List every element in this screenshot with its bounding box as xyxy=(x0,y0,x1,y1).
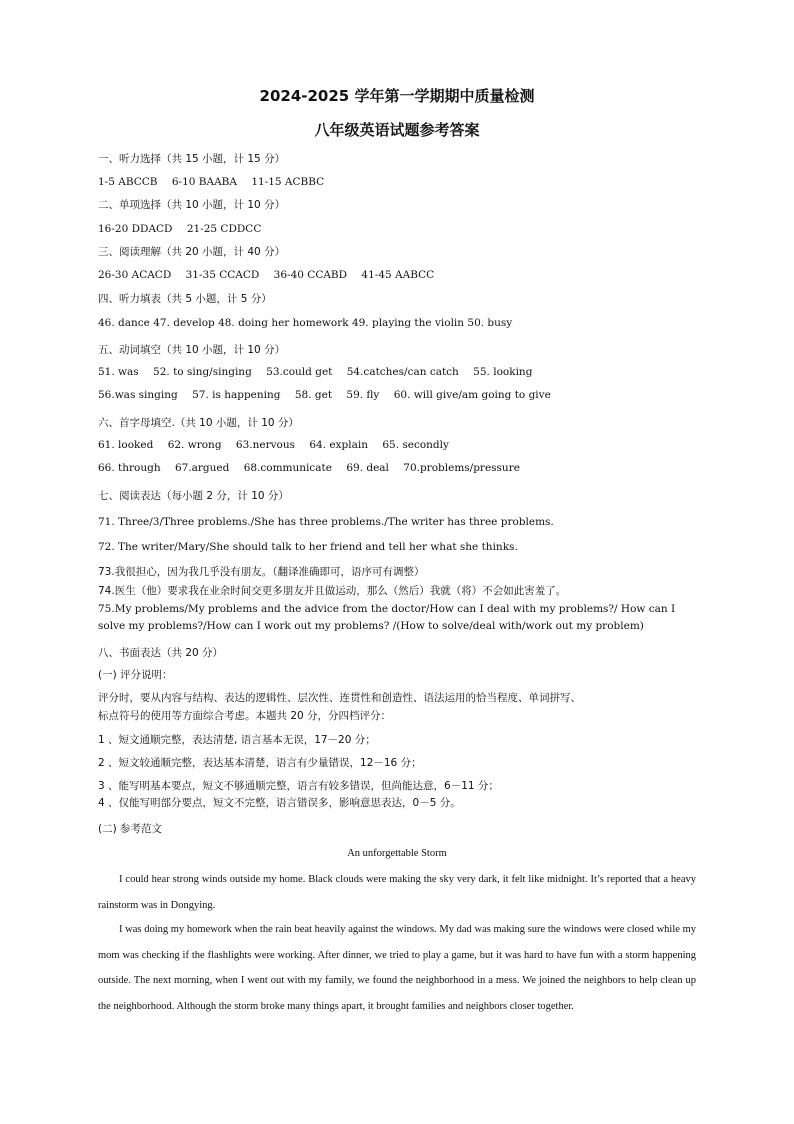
section-1-answers xyxy=(98,175,324,189)
scoring-description-line1: 评分时，要从内容与结构、表达的逻辑性、层次性、连贯性和创造性、语法运用的恰当程度、单词拼写、 xyxy=(98,692,581,704)
essay-paragraph-2-text: I was doing my homework when the rain beat heavily against the windows. My dad was making sure the windows were closed while my mom was checking if the flashlights were working. After dinner, we tried to play a game, but it was hard to have fun with a storm happening outside. The next morning, when I went out with my family, we found the neighborhood in a mess. We joined the neighbors to help clean up the neighborhood. Although the storm broke many things apart, it brought families and neighbors closer together. xyxy=(98,924,696,1012)
document-subtitle: 八年级英语试题参考答案 xyxy=(314,121,480,139)
sample-essay-heading: (二) 参考范文 xyxy=(98,823,163,835)
section-5-answers-row2 xyxy=(98,388,551,402)
answer-item: 57. is happening xyxy=(192,389,281,401)
section-5-heading: 五、动词填空（共 10 小题，计 10 分） xyxy=(98,344,286,356)
section-6-heading: 六、首字母填空.（共 10 小题，计 10 分） xyxy=(98,417,299,429)
answer-group: 31-35 CCACD xyxy=(185,269,260,281)
answer-item: 53.could get xyxy=(266,366,333,378)
scoring-description-line2: 标点符号的使用等方面综合考虑。本题共 20 分，分四档评分： xyxy=(98,710,392,722)
section-6-answers-row1 xyxy=(98,438,449,452)
grade-band-4: 4 、仅能写明部分要点，短文不完整，语言错误多，影响意思表达，0－5 分。 xyxy=(98,797,461,809)
answer-75-line1: 75.My problems/My problems and the advice from the doctor/How can I deal with my problems?/ How can I xyxy=(98,603,676,615)
section-7-heading: 七、阅读表达（每小题 2 分，计 10 分） xyxy=(98,490,289,502)
answer-item: 64. explain xyxy=(309,439,368,451)
answer-item: 61. looked xyxy=(98,439,154,451)
grade-band-1: 1 、短文通顺完整，表达清楚, 语言基本无误，17－20 分； xyxy=(98,734,376,746)
answer-group: 16-20 DDACD xyxy=(98,223,173,235)
section-1-heading: 一、听力选择（共 15 小题，计 15 分） xyxy=(98,153,286,165)
answer-item: 62. wrong xyxy=(167,439,222,451)
section-2-heading: 二、单项选择（共 10 小题，计 10 分） xyxy=(98,199,286,211)
answer-group: 11-15 ACBBC xyxy=(251,176,325,188)
answer-75-line2: solve my problems?/How can I work out my problems? /(How to solve/deal with/work out my problem) xyxy=(98,620,644,632)
answer-item: 60. will give/am going to give xyxy=(393,389,551,401)
section-8-heading: 八、书面表达（共 20 分） xyxy=(98,647,224,659)
section-6-answers-row2 xyxy=(98,461,520,475)
essay-paragraph-1-text: I could hear strong winds outside my home. Black clouds were making the sky very dark, it felt like midnight. It’s reported that a heavy rainstorm was in Dongying. xyxy=(98,874,696,911)
answer-item: 63.nervous xyxy=(235,439,295,451)
answer-item: 65. secondly xyxy=(382,439,449,451)
answer-group: 26-30 ACACD xyxy=(98,269,172,281)
answer-group: 1-5 ABCCB xyxy=(98,176,158,188)
section-5-answers-row1 xyxy=(98,365,532,379)
essay-paragraph-2 xyxy=(98,917,696,1019)
document-title: 2024-2025 学年第一学期期中质量检测 xyxy=(259,87,535,105)
answer-72: 72. The writer/Mary/She should talk to her friend and tell her what she thinks. xyxy=(98,541,518,553)
scoring-notes-heading: (一) 评分说明： xyxy=(98,669,173,681)
answer-item: 68.communicate xyxy=(243,462,332,474)
section-2-answers xyxy=(98,222,261,236)
essay-title: An unforgettable Storm xyxy=(347,848,447,859)
section-3-answers xyxy=(98,268,434,282)
section-4-answers: 46. dance 47. develop 48. doing her homework 49. playing the violin 50. busy xyxy=(98,317,513,329)
answer-item: 67.argued xyxy=(174,462,230,474)
answer-group: 21-25 CDDCC xyxy=(186,223,262,235)
grade-band-3: 3 、能写明基本要点，短文不够通顺完整，语言有较多错误，但尚能达意，6－11 分； xyxy=(98,780,499,792)
answer-71: 71. Three/3/Three problems./She has three problems./The writer has three problems. xyxy=(98,516,554,528)
section-4-heading: 四、听力填表（共 5 小题，计 5 分） xyxy=(98,293,272,305)
answer-item: 54.catches/can catch xyxy=(346,366,459,378)
answer-item: 51. was xyxy=(98,366,139,378)
answer-74: 74.医生（他）要求我在业余时间交更多朋友并且做运动，那么（然后）我就（将）不会如此害羞了。 xyxy=(98,585,567,597)
essay-paragraph-1 xyxy=(98,867,696,918)
answer-group: 36-40 CCABD xyxy=(273,269,348,281)
answer-item: 59. fly xyxy=(346,389,380,401)
answer-item: 55. looking xyxy=(473,366,533,378)
section-3-heading: 三、阅读理解（共 20 小题，计 40 分） xyxy=(98,246,286,258)
answer-item: 58. get xyxy=(294,389,333,401)
answer-item: 69. deal xyxy=(346,462,389,474)
answer-item: 66. through xyxy=(98,462,161,474)
answer-item: 52. to sing/singing xyxy=(153,366,252,378)
answer-item: 70.problems/pressure xyxy=(403,462,520,474)
answer-73: 73.我很担心，因为我几乎没有朋友。（翻译准确即可，语序可有调整） xyxy=(98,566,425,578)
answer-item: 56.was singing xyxy=(98,389,178,401)
grade-band-2: 2 、短文较通顺完整，表达基本清楚，语言有少量错误，12－16 分； xyxy=(98,757,422,769)
answer-group: 41-45 AABCC xyxy=(361,269,435,281)
answer-group: 6-10 BAABA xyxy=(171,176,237,188)
